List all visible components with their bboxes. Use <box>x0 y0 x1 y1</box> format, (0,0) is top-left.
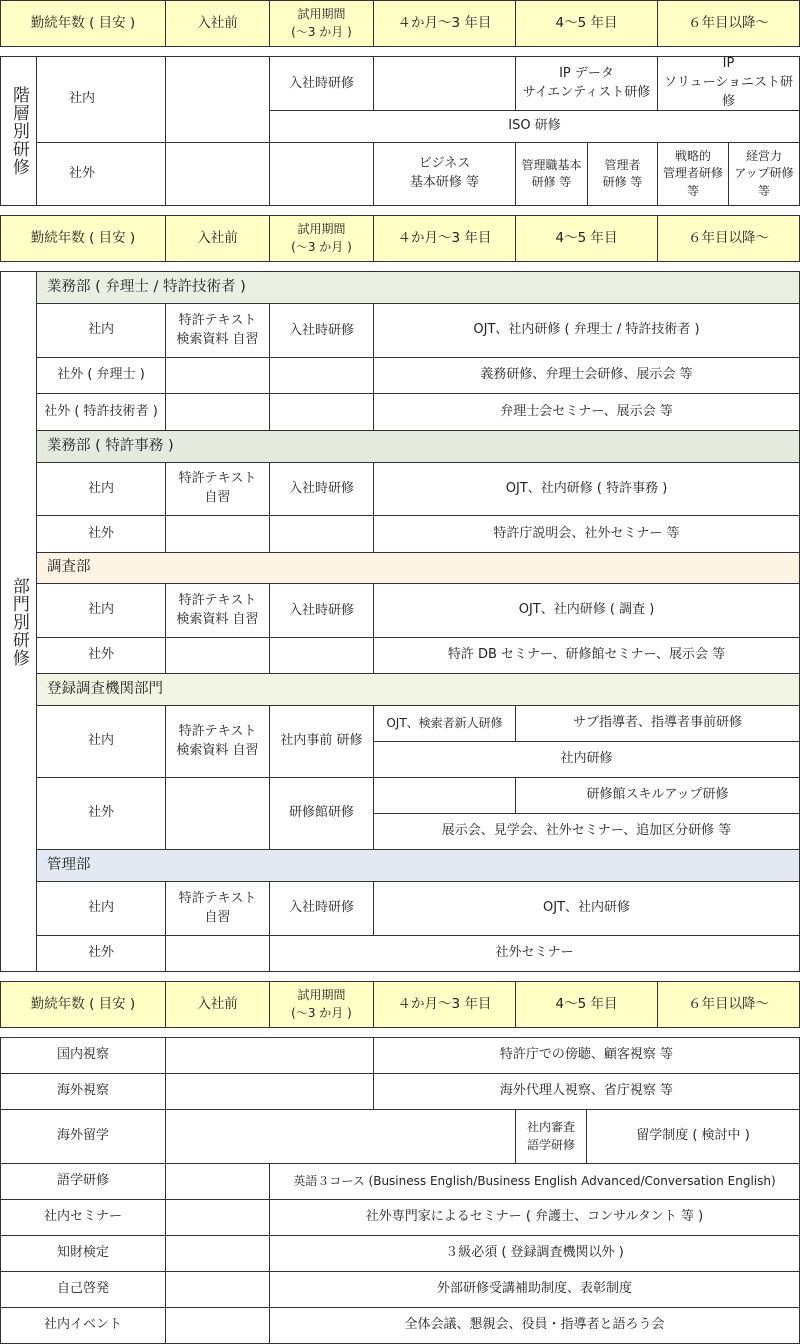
program-value: 留学制度 ( 検討中 ) <box>586 1109 800 1164</box>
header-probation: 試用期間 (〜3 か月 ) <box>269 981 374 1028</box>
section-kanri: 管理部 <box>36 849 800 882</box>
exhibition-cell: 展示会、見学会、社外セミナー、追加区分研修 等 <box>373 813 800 850</box>
empty-cell <box>269 393 374 431</box>
section-gyomu-patent: 業務部 ( 特許事務 ) <box>36 430 800 463</box>
empty-cell <box>373 777 516 814</box>
entry-training-cell: 入社時研修 <box>269 583 374 638</box>
row-label-external: 社外 <box>36 515 166 553</box>
empty-cell <box>165 393 270 431</box>
ojt-patent-affairs-cell: OJT、社内研修 ( 特許事務 ) <box>373 462 800 516</box>
program-label: 知財検定 <box>0 1235 166 1272</box>
tier-ip-solutionist: IP ソリューショニスト研修 <box>657 56 800 111</box>
training-center-cell: 研修館研修 <box>269 777 374 850</box>
ojt-attorney-cell: OJT、社内研修 ( 弁理士 / 特許技術者 ) <box>373 303 800 358</box>
program-label: 語学研修 <box>0 1163 166 1200</box>
row-label-ext-engineer: 社外 ( 特許技術者 ) <box>36 393 166 431</box>
row-label-external: 社外 <box>36 637 166 674</box>
tier-entry-training: 入社時研修 <box>269 56 374 111</box>
internal-pre-training-cell: 社内事前 研修 <box>269 705 374 778</box>
header-four-five: 4〜5 年目 <box>515 215 658 262</box>
empty-cell <box>165 515 270 553</box>
empty-cell <box>165 1199 270 1236</box>
tier-external-label: 社外 <box>36 142 166 206</box>
empty-cell <box>165 777 270 850</box>
section-chosa: 調査部 <box>36 552 800 584</box>
dept-title: 部門別研修 <box>0 271 37 972</box>
tier-internal-mid <box>373 56 516 111</box>
header-mid: ４か月〜3 年目 <box>373 0 516 47</box>
entry-training-cell: 入社時研修 <box>269 462 374 516</box>
empty-cell <box>269 637 374 674</box>
ojt-new-searcher-cell: OJT、検索者新人研修 <box>373 705 516 742</box>
skill-up-cell: 研修館スキルアップ研修 <box>515 777 800 814</box>
jpo-briefing-cell: 特許庁説明会、社外セミナー 等 <box>373 515 800 553</box>
empty-cell <box>269 515 374 553</box>
header-four-five: 4〜5 年目 <box>515 981 658 1028</box>
row-label-internal: 社内 <box>36 462 166 516</box>
row-label-internal: 社内 <box>36 881 166 936</box>
header-pre-entry: 入社前 <box>165 0 270 47</box>
row-label-internal: 社内 <box>36 583 166 638</box>
empty-cell <box>165 1163 270 1200</box>
header-six-plus: ６年目以降〜 <box>657 215 800 262</box>
empty-cell <box>165 1271 270 1308</box>
jpaa-seminar-cell: 弁理士会セミナー、展示会 等 <box>373 393 800 431</box>
program-value: 特許庁での傍聴、顧客視察 等 <box>373 1037 800 1074</box>
header-years: 勤続年数 ( 目安 ) <box>0 0 166 47</box>
program-label: 海外視察 <box>0 1073 166 1110</box>
self-study-cell: 特許テキスト 検索資料 自習 <box>165 303 270 358</box>
program-value: 海外代理人視察、省庁視察 等 <box>373 1073 800 1110</box>
empty-cell <box>269 357 374 394</box>
program-label: 社内イベント <box>0 1307 166 1344</box>
tier-business-basic: ビジネス 基本研修 等 <box>373 142 516 206</box>
tier-internal-label: 社内 <box>36 56 166 143</box>
row-label-internal: 社内 <box>36 303 166 358</box>
tier-title: 階層別研修 <box>0 56 37 206</box>
self-study-cell: 特許テキスト 自習 <box>165 881 270 936</box>
empty-cell <box>165 935 270 972</box>
empty-cell <box>165 357 270 394</box>
header-six-plus: ６年目以降〜 <box>657 981 800 1028</box>
header-six-plus: ６年目以降〜 <box>657 0 800 47</box>
program-label: 国内視察 <box>0 1037 166 1074</box>
header-mid: ４か月〜3 年目 <box>373 215 516 262</box>
program-label: 自己啓発 <box>0 1271 166 1308</box>
sub-leader-cell: サブ指導者、指導者事前研修 <box>515 705 800 742</box>
tier-iso-training: ISO 研修 <box>269 110 800 143</box>
header-pre-entry: 入社前 <box>165 215 270 262</box>
header-years: 勤続年数 ( 目安 ) <box>0 981 166 1028</box>
tier-mgmt-basic: 管理職基本 研修 等 <box>515 142 588 206</box>
self-study-cell: 特許テキスト 検索資料 自習 <box>165 583 270 638</box>
row-label-external: 社外 <box>36 935 166 972</box>
tier-ip-data-scientist: IP データ サイエンティスト研修 <box>515 56 658 111</box>
row-label-external: 社外 <box>36 777 166 850</box>
row-label-internal: 社内 <box>36 705 166 778</box>
program-value: 全体会議、懇親会、役員・指導者と語ろう会 <box>269 1307 800 1344</box>
tier-manager: 管理者 研修 等 <box>587 142 658 206</box>
entry-training-cell: 入社時研修 <box>269 303 374 358</box>
header-pre-entry: 入社前 <box>165 981 270 1028</box>
row-label-ext-attorney: 社外 ( 弁理士 ) <box>36 357 166 394</box>
tier-strategic-mgr: 戦略的 管理者研修 等 <box>657 142 729 206</box>
empty-cell <box>165 1307 270 1344</box>
tier-external-probation <box>269 142 374 206</box>
tier-external-pre-entry <box>165 142 270 206</box>
section-toroku: 登録調査機関部門 <box>36 673 800 706</box>
tier-mgmt-power: 経営力 アップ研修 等 <box>728 142 800 206</box>
header-years: 勤続年数 ( 目安 ) <box>0 215 166 262</box>
empty-cell <box>165 1109 516 1164</box>
section-gyomu-attorney: 業務部 ( 弁理士 / 特許技術者 ) <box>36 271 800 304</box>
self-study-cell: 特許テキスト 検索資料 自習 <box>165 705 270 778</box>
empty-cell <box>165 1073 374 1110</box>
program-label: 社内セミナー <box>0 1199 166 1236</box>
tier-internal-pre-entry <box>165 56 270 143</box>
entry-training-cell: 入社時研修 <box>269 881 374 936</box>
external-seminar-cell: 社外セミナー <box>269 935 800 972</box>
program-sub: 社内審査 語学研修 <box>515 1109 587 1164</box>
header-probation: 試用期間 (〜3 か月 ) <box>269 0 374 47</box>
ojt-survey-cell: OJT、社内研修 ( 調査 ) <box>373 583 800 638</box>
ojt-internal-cell: OJT、社内研修 <box>373 881 800 936</box>
program-value: 外部研修受講補助制度、表彰制度 <box>269 1271 800 1308</box>
empty-cell <box>165 1235 270 1272</box>
empty-cell <box>165 637 270 674</box>
db-seminar-cell: 特許 DB セミナー、研修館セミナー、展示会 等 <box>373 637 800 674</box>
program-label: 海外留学 <box>0 1109 166 1164</box>
empty-cell <box>165 1037 374 1074</box>
header-four-five: 4〜5 年目 <box>515 0 658 47</box>
self-study-cell: 特許テキスト 自習 <box>165 462 270 516</box>
program-value: 英語３コース (Business English/Business English Advanced/Conversation English) <box>269 1163 800 1200</box>
program-value: ３級必須 ( 登録調査機関以外 ) <box>269 1235 800 1272</box>
program-value: 社外専門家によるセミナー ( 弁護士、コンサルタント 等 ) <box>269 1199 800 1236</box>
header-probation: 試用期間 (〜3 か月 ) <box>269 215 374 262</box>
header-mid: ４か月〜3 年目 <box>373 981 516 1028</box>
internal-training-cell: 社内研修 <box>373 741 800 778</box>
duty-training-cell: 義務研修、弁理士会研修、展示会 等 <box>373 357 800 394</box>
